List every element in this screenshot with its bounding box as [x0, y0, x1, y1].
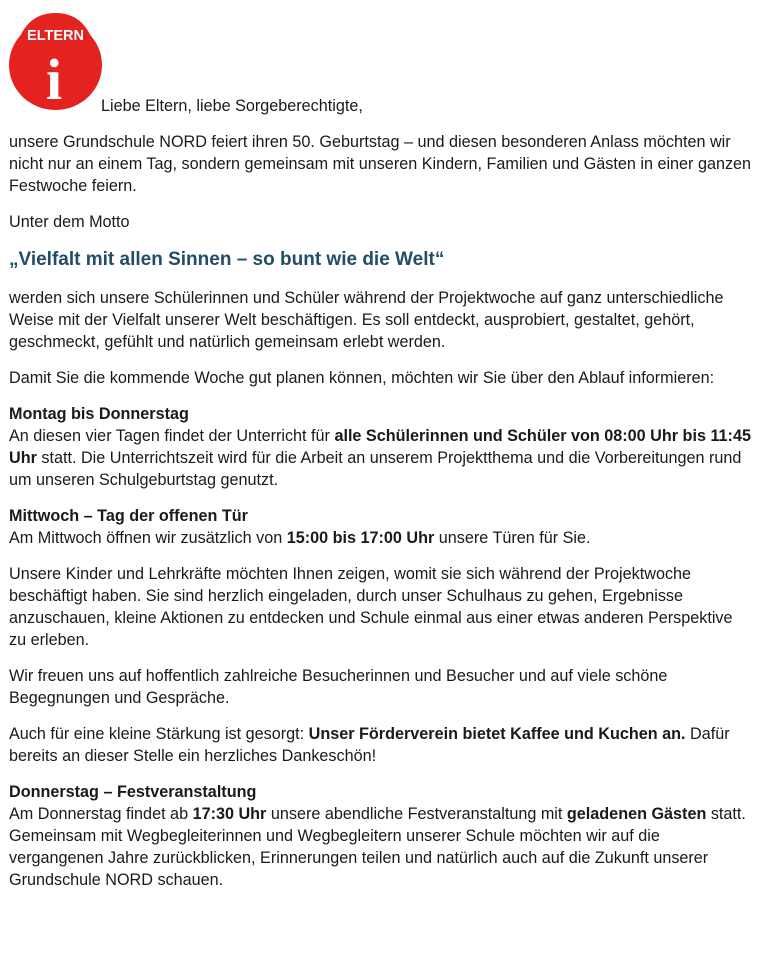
project-paragraph: werden sich unsere Schülerinnen und Schüler während der Projektwoche auf ganz unterschiedliche Weise mit der Vielfalt unserer Welt beschäftigen. Es soll entdeckt, ausprobiert, gestaltet, gehört, geschmeckt, gefühlt und natürlich gemeinsam erlebt werden.	[9, 289, 724, 351]
plan-paragraph: Damit Sie die kommende Woche gut planen können, möchten wir Sie über den Ablauf informieren:	[9, 369, 715, 387]
refreshments-paragraph: Auch für eine kleine Stärkung ist gesorgt: Unser Förderverein bietet Kaffee und Kuchen an. Dafür bereits an dieser Stelle ein herzliches Dankeschön!	[9, 725, 730, 765]
intro-paragraph: unsere Grundschule NORD feiert ihren 50. Geburtstag – und diesen besonderen Anlass möchten wir nicht nur an einem Tag, sondern gemeinsam mit unseren Kindern, Familien und Gästen in einer ganzen Festwoche feiern.	[9, 133, 752, 195]
section-text-mon-thu: An diesen vier Tagen findet der Unterricht für alle Schülerinnen und Schüler von 08:00 Uhr bis 11:45 Uhr statt. Die Unterrichtszeit wird für die Arbeit an unserem Projektthema und die Vorbereitungen rund um unseren Schulgeburtstag genutzt.	[9, 427, 751, 489]
greeting: Liebe Eltern, liebe Sorgeberechtigte,	[101, 97, 363, 115]
motto-heading: „Vielfalt mit allen Sinnen – so bunt wie die Welt“	[9, 249, 445, 270]
section-heading-festival: Donnerstag – Festveranstaltung	[9, 783, 257, 801]
logo-label: ELTERN	[27, 28, 84, 44]
open-day-paragraph: Unsere Kinder und Lehrkräfte möchten Ihnen zeigen, womit sie sich während der Projektwoche beschäftigt haben. Sie sind herzlich eingeladen, durch unser Schulhaus zu gehen, Ergebnisse anzuschauen, kleine Aktionen zu entdecken und Schule einmal aus einer etwas anderen Perspektive zu erleben.	[9, 565, 733, 649]
visitors-paragraph: Wir freuen uns auf hoffentlich zahlreiche Besucherinnen und Besucher und auf viele schöne Begegnungen und Gespräche.	[9, 667, 668, 707]
letter-body	[9, 131, 754, 891]
section-heading-open-day: Mittwoch – Tag der offenen Tür	[9, 507, 248, 525]
section-heading-mon-thu: Montag bis Donnerstag	[9, 405, 189, 423]
logo-info-glyph: i	[45, 47, 63, 110]
eltern-info-logo	[9, 13, 102, 110]
section-text-festival: Am Donnerstag findet ab 17:30 Uhr unsere abendliche Festveranstaltung mit geladenen Gästen statt. Gemeinsam mit Wegbegleiterinnen und Wegbegleitern unserer Schule möchten wir auf die vergangenen Jahre zurückblicken, Erinnerungen teilen und natürlich auch auf die Zukunft unserer Grundschule NORD schauen.	[9, 805, 746, 889]
motto-lead: Unter dem Motto	[9, 213, 130, 231]
section-text-open-day: Am Mittwoch öffnen wir zusätzlich von 15:00 bis 17:00 Uhr unsere Türen für Sie.	[9, 529, 591, 547]
